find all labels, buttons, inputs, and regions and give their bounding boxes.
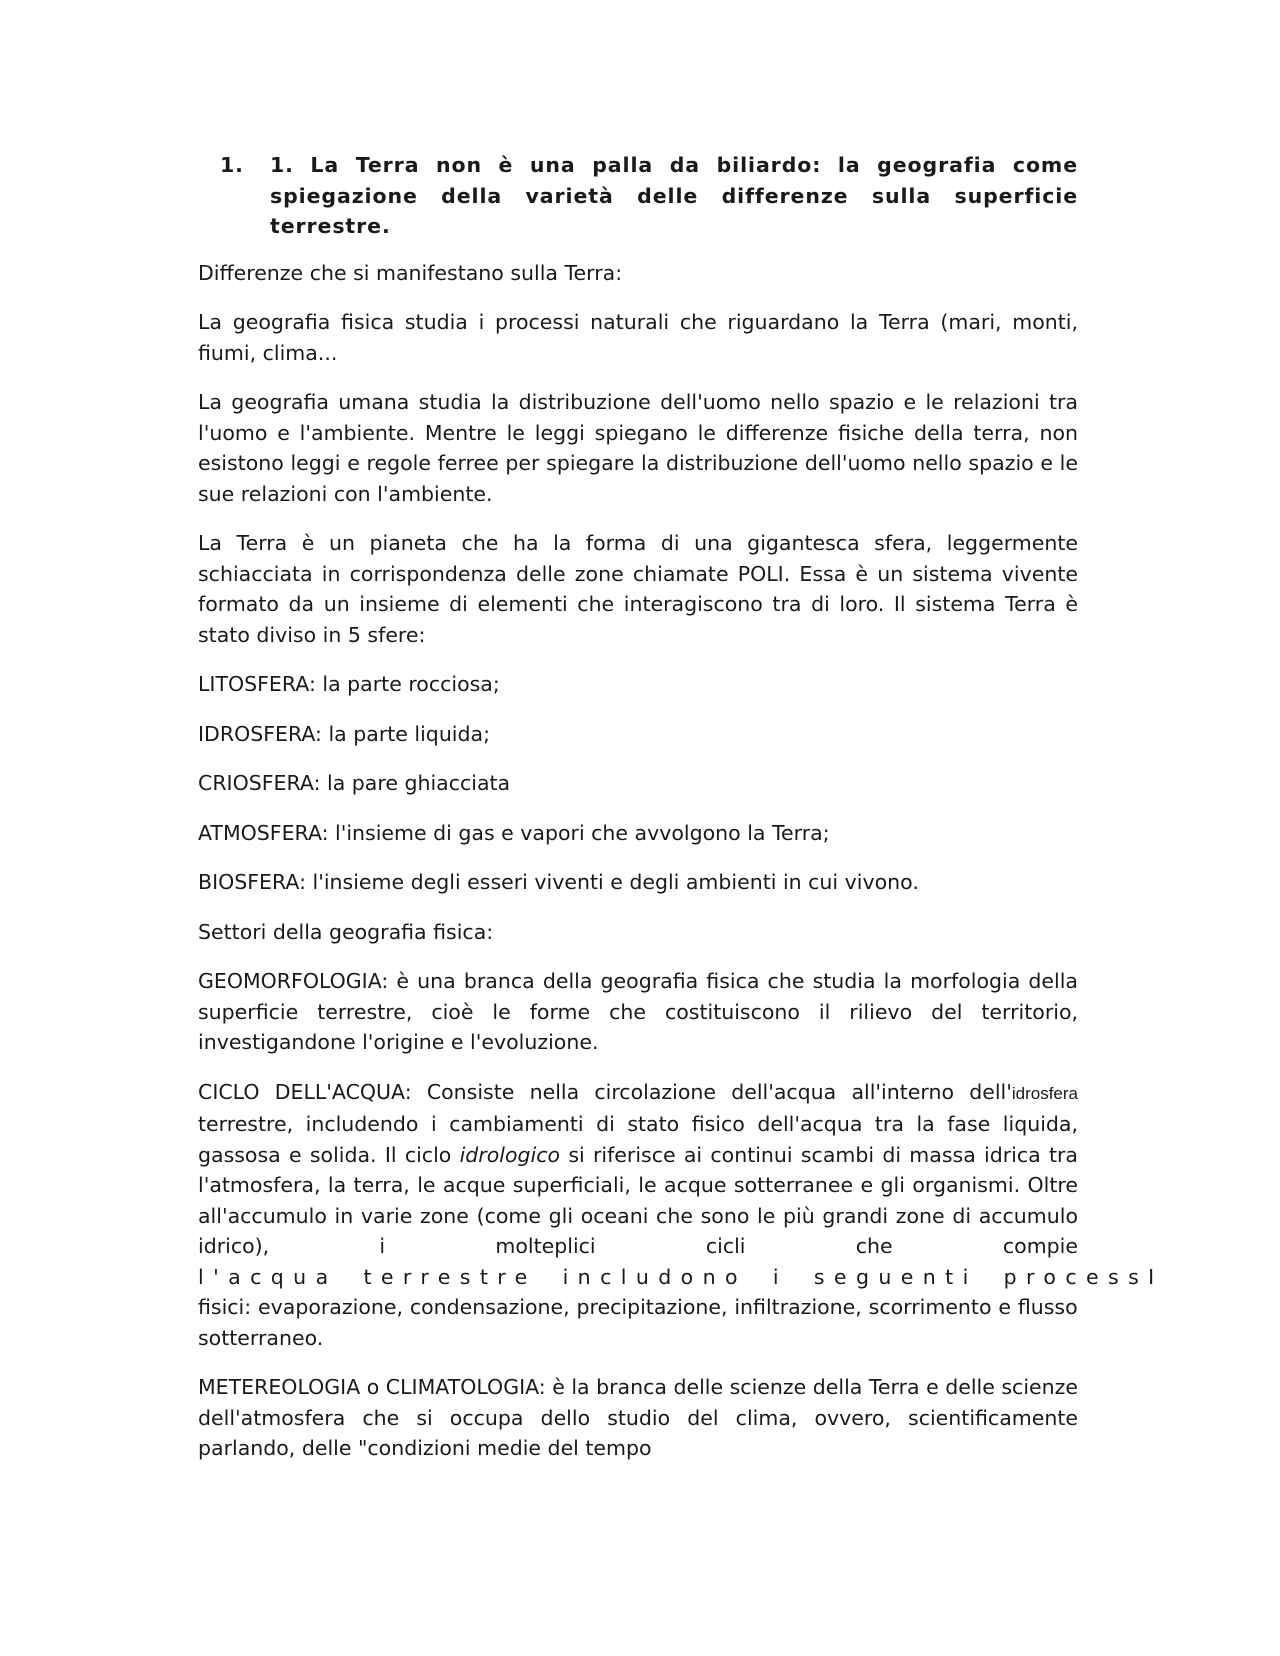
ciclo-acqua-text-g: fisici: evaporazione, condensazione, precipitazione, infiltrazione, scorrimento e flusso sotterraneo. <box>198 1295 1078 1350</box>
paragraph-biosfera: BIOSFERA: l'insieme degli esseri viventi e degli ambienti in cui vivono. <box>198 870 919 894</box>
paragraph-terra-pianeta: La Terra è un pianeta che ha la forma di una gigantesca sfera, leggermente schiacciata in corrispondenza delle zone chiamate POLI. Essa è un sistema vivente formato da un insieme di elementi che interagiscono tra di loro. Il sistema Terra è stato diviso in 5 sfere: <box>198 531 1078 647</box>
paragraph-differenze: Differenze che si manifestano sulla Terra: <box>198 260 623 285</box>
section-heading <box>198 150 1078 242</box>
paragraph-litosfera: LITOSFERA: la parte rocciosa; <box>198 672 500 696</box>
ciclo-acqua-idrosfera: idrosfera <box>1011 1083 1078 1103</box>
heading-title: 1. La Terra non è una palla da biliardo: la geografia come spiegazione della varietà delle differenze sulla superficie terrestre. <box>270 153 1078 238</box>
paragraph-idrosfera: IDROSFERA: la parte liquida; <box>198 721 490 746</box>
heading-list-number: 1. <box>220 153 244 177</box>
paragraph-settori: Settori della geografia fisica: <box>198 919 494 944</box>
document-page <box>198 150 1164 1483</box>
paragraph-metereologia: METEREOLOGIA o CLIMATOLOGIA: è la branca delle scienze della Terra e delle scienze dell'atmosfera che si occupa dello studio del clima, ovvero, scientificamente parlando, delle "condizioni medie del tempo <box>198 1375 1078 1460</box>
ciclo-acqua-text-a: CICLO DELL'ACQUA: Consiste nella circolazione dell'acqua all'interno dell' <box>198 1079 1012 1104</box>
paragraph-geografia-umana: La geografia umana studia la distribuzione dell'uomo nello spazio e le relazioni tra l'uomo e l'ambiente. Mentre le leggi spiegano le differenze fisiche della terra, non esistono leggi e regole ferree per spiegare la distribuzione dell'uomo nello spazio e le sue relazioni con l'ambiente. <box>198 390 1078 506</box>
ciclo-acqua-text-e: si riferisce ai continui scambi di massa idrica tra l'atmosfera, la terra, le acque superficiali, le acque sotterranee e gli organismi. Oltre all'accumulo in varie zone (come gli oceani che sono le più grandi zone di accumulo idrico), i molteplici cicli che compie <box>198 1142 1078 1258</box>
ciclo-acqua-idrologico: idrologico <box>459 1142 561 1167</box>
ciclo-acqua-text-c: terrestre, includendo i cambiamenti di stato fisico dell'acqua tra la fase liquida, gassosa e solida. Il ciclo <box>198 1112 1078 1167</box>
ciclo-acqua-spaced-text: l'acqua terrestre includono i seguenti processI <box>198 1264 1164 1289</box>
paragraph-atmosfera: ATMOSFERA: l'insieme di gas e vapori che avvolgono la Terra; <box>198 820 830 845</box>
paragraph-geografia-fisica: La geografia fisica studia i processi naturali che riguardano la Terra (mari, monti, fiumi, clima... <box>198 310 1078 365</box>
paragraph-criosfera: CRIOSFERA: la pare ghiacciata <box>198 771 511 795</box>
paragraph-ciclo-acqua <box>198 1077 1164 1354</box>
paragraph-geomorfologia: GEOMORFOLOGIA: è una branca della geografia fisica che studia la morfologia della superficie terrestre, cioè le forme che costituiscono il rilievo del territorio, investigandone l'origine e l'evoluzione. <box>198 969 1078 1054</box>
